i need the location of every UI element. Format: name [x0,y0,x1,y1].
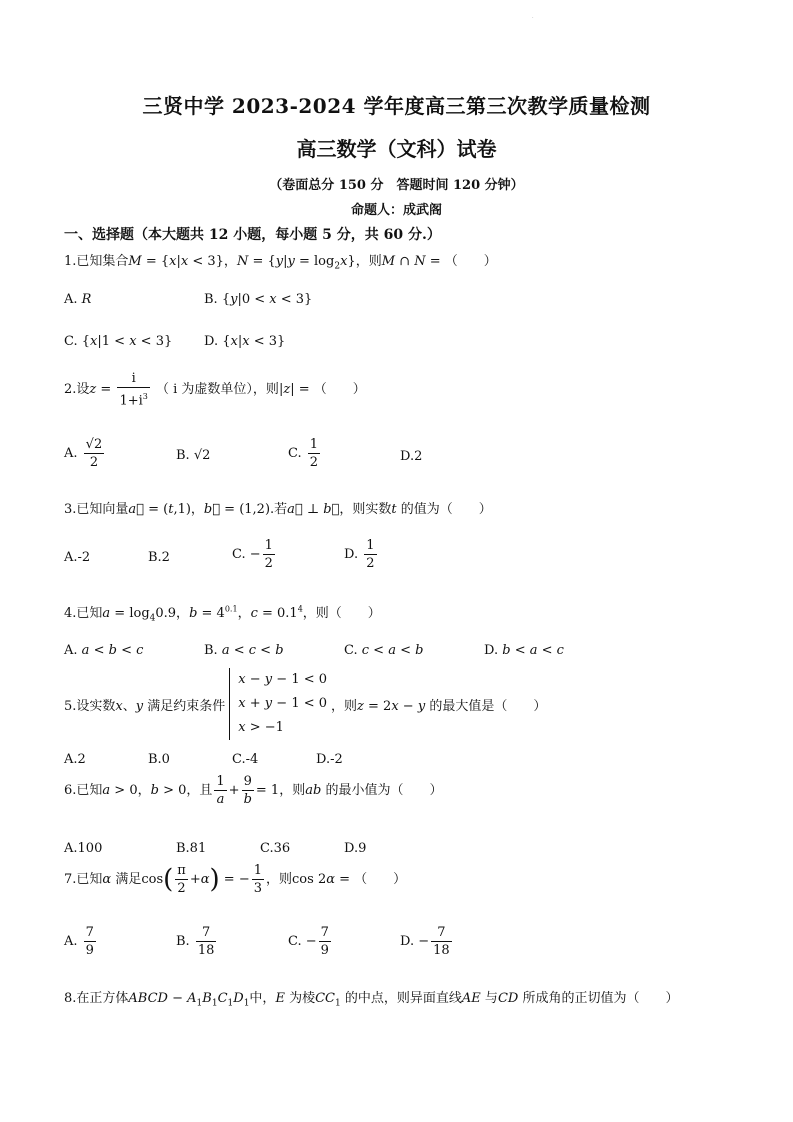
question-5: 5.设实数x、y 满足约束条件 x − y − 1 < 0 x + y − 1 < 0 x > −1 ，则z = 2x − y 的最大值是（ ） [64,668,546,740]
exam-author: 命题人：成武阁 [350,203,442,218]
q7-option-d: D. − $\frac{7}{18}$ [400,925,450,958]
q5-option-c: C.-4 [232,752,259,767]
constraint-system: x − y − 1 < 0 x + y − 1 < 0 x > −1 [229,668,327,740]
q6-option-c: C.36 [260,841,291,856]
q5-option-d: D.-2 [316,752,343,767]
q1-option-d: D. {x|x < 3} [204,334,286,349]
q2-option-d: D.2 [400,449,423,464]
question-1: 1.已知集合M = {x|x < 3}，$N = \{y|y = \log_2x\}$，则M ∩ N = （ ） [64,254,497,272]
question-2: 2.设z = $\frac{i}{1+i^3}$ （ i 为虚数单位），则|z| = （ ） [64,371,366,409]
q6-option-a: A.100 [64,841,103,856]
q2-option-a: A. $\frac{√2}{2}$ [64,437,103,470]
q7-option-b: B. $\frac{7}{18}$ [176,925,215,958]
q7-option-c: C. − $\frac{7}{9}$ [288,925,329,958]
q3-option-d: D. $\frac{1}{2}$ [344,538,375,571]
q4-option-c: C. c < a < b [344,643,424,658]
exam-subtitle: 高三数学（文科）试卷 [296,137,497,161]
q5-option-a: A.2 [64,752,86,767]
q4-option-a: A. a < b < c [64,643,144,658]
question-8: 8.在正方体ABCD − $A_1B_1C_1D_1$中，E 为棱$CC_1$ 的中点，则异面直线AE 与CD 所成角的正切值为（ ） [64,991,679,1009]
q1-option-b: B. {y|0 < x < 3} [204,292,313,307]
q3-option-a: A.-2 [64,550,91,565]
q4-option-b: B. a < c < b [204,643,284,658]
q1-option-c: C. {x|1 < x < 3} [64,334,173,349]
q3-option-b: B.2 [148,550,170,565]
exam-info: （卷面总分 150 分 答题时间 120 分钟） [269,178,524,193]
question-4: 4.已知$a = \log_40.9$，$b = 4^{0.1}$，$c = 0.1^4$，则（ ） [64,604,381,624]
question-3: 3.已知向量a⃗ = (t,1)，b⃗ = (1,2).若a⃗ ⊥ b⃗，则实数t 的值为（ ） [64,502,492,517]
q7-option-a: A. $\frac{7}{9}$ [64,925,94,958]
q2-option-b: B. √2 [176,448,211,463]
exam-title: 三贤中学 2023-2024 学年度高三第三次教学质量检测 [142,94,651,118]
section-heading: 一、选择题（本大题共 12 小题，每小题 5 分，共 60 分.） [64,227,441,243]
q6-option-d: D.9 [344,841,367,856]
corner-mark: . [532,14,534,20]
question-7: 7.已知α 满足cos( $\frac{\pi}{2}$ +α) = − $\frac{1}{3}$ ，则cos 2α = （ ） [64,863,407,896]
q2-option-c: C. $\frac{1}{2}$ [288,437,319,470]
q5-option-b: B.0 [148,752,170,767]
q3-option-c: C. − $\frac{1}{2}$ [232,538,273,571]
q6-option-b: B.81 [176,841,207,856]
q4-option-d: D. b < a < c [484,643,564,658]
question-6: 6.已知a > 0，b > 0，且 $\frac{1}{a}$ + $\frac{9}{b}$ = 1，则ab 的最小值为（ ） [64,774,443,807]
q1-option-a: A. R [64,292,92,307]
